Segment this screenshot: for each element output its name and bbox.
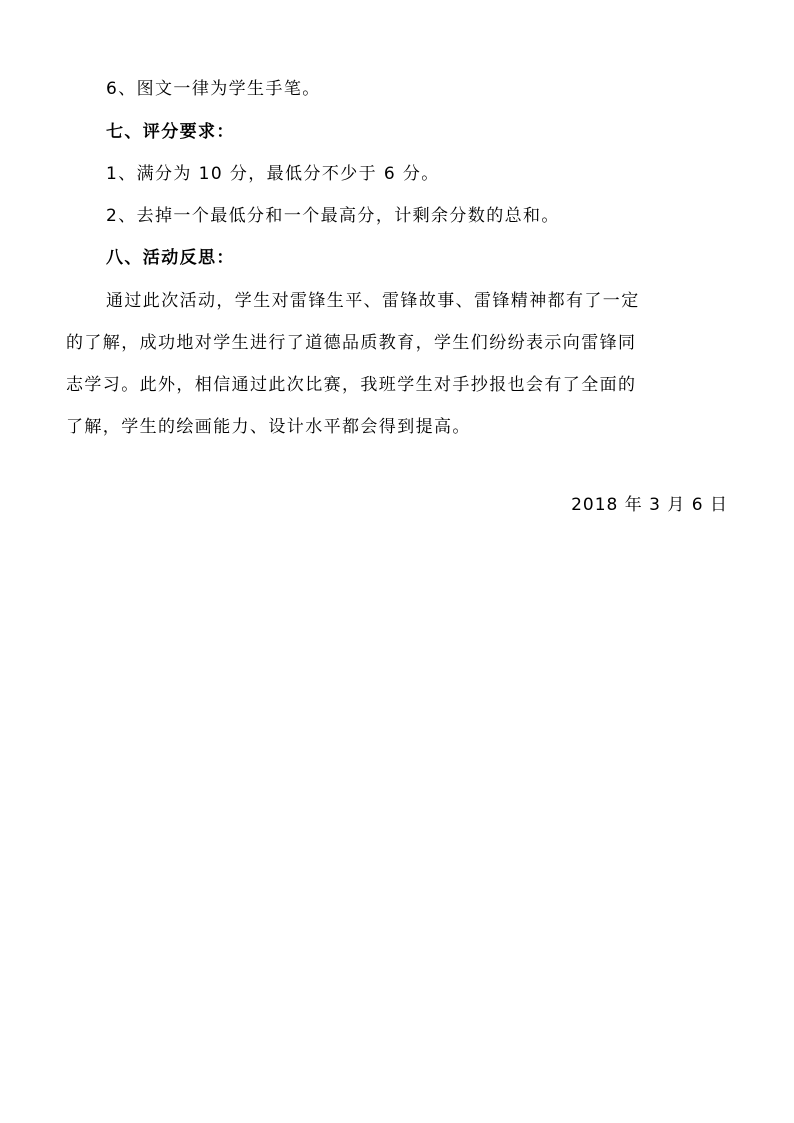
scoring-item-1: 1、满分为 10 分，最低分不少于 6 分。: [106, 164, 440, 184]
section-heading-scoring: 七、评分要求：: [106, 122, 235, 142]
reflection-line-1: 通过此次活动，学生对雷锋生平、雷锋故事、雷锋精神都有了一定: [106, 291, 640, 311]
reflection-line-4: 了解，学生的绘画能力、设计水平都会得到提高。: [66, 417, 471, 437]
list-item-6: 6、图文一律为学生手笔。: [106, 79, 321, 99]
section-heading-reflection: 八、活动反思：: [106, 248, 235, 268]
scoring-item-2: 2、去掉一个最低分和一个最高分，计剩余分数的总和。: [106, 206, 560, 226]
document-date: 2018 年 3 月 6 日: [571, 495, 728, 515]
reflection-line-3: 志学习。此外，相信通过此次比赛，我班学生对手抄报也会有了全面的: [66, 375, 637, 395]
reflection-line-2: 的了解，成功地对学生进行了道德品质教育，学生们纷纷表示向雷锋同: [66, 333, 637, 353]
